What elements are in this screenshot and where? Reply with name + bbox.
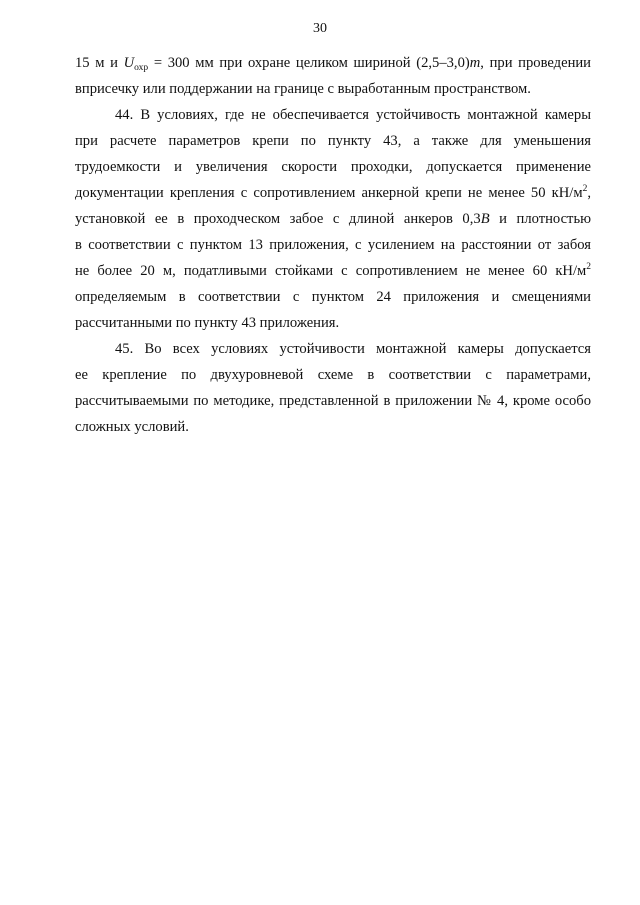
text-fragment: документации крепления с сопротивлением анкерной крепи не менее 50 кН/м xyxy=(75,185,583,201)
text-fragment: вприсечку или поддержании на границе с выработанным пространством. xyxy=(75,81,531,97)
text-fragment: 15 м и xyxy=(75,55,124,71)
text-fragment: 44. В условиях, где не обеспечивается устойчивость монтажной камеры xyxy=(115,107,591,123)
page-number: 30 xyxy=(313,21,327,36)
text-line xyxy=(75,258,591,284)
text-fragment: при расчете параметров крепи по пункту 43, а также для уменьшения xyxy=(75,133,591,149)
paragraph-item-45 xyxy=(75,336,591,440)
paragraph-continuation xyxy=(75,50,591,102)
subscript-okhr: охр xyxy=(134,63,149,73)
text-line xyxy=(75,154,591,180)
superscript-2: 2 xyxy=(582,184,588,194)
text-line xyxy=(75,128,591,154)
text-fragment: рассчитанными по пункту 43 приложения. xyxy=(75,315,340,331)
text-line xyxy=(75,76,591,102)
variable-b: B xyxy=(480,211,490,227)
text-fragment: , xyxy=(587,185,591,201)
text-fragment: рассчитываемыми по методике, представленной в приложении № 4, кроме особо xyxy=(75,393,591,409)
variable-u: U xyxy=(123,55,135,71)
text-line xyxy=(75,362,591,388)
text-fragment: сложных условий. xyxy=(75,419,189,435)
text-fragment: ее крепление по двухуровневой схеме в соответствии с параметрами, xyxy=(75,367,591,383)
variable-m: m xyxy=(469,55,481,71)
text-line xyxy=(75,284,591,310)
text-line xyxy=(75,310,591,336)
text-line xyxy=(75,388,591,414)
text-line xyxy=(75,102,591,128)
text-line xyxy=(75,206,591,232)
text-line xyxy=(75,180,591,206)
text-fragment: 45. Во всех условиях устойчивости монтажной камеры допускается xyxy=(115,341,591,357)
paragraph-item-44 xyxy=(75,102,591,336)
text-fragment: в соответствии с пунктом 13 приложения, с усилением на расстоянии от забоя xyxy=(75,237,591,253)
text-line xyxy=(75,232,591,258)
text-fragment: определяемым в соответствии с пунктом 24 приложения и смещениями xyxy=(75,289,591,305)
text-fragment: не более 20 м, податливыми стойками с сопротивлением не менее 60 кН/м xyxy=(75,263,587,279)
text-line xyxy=(75,414,591,440)
text-line xyxy=(75,50,591,76)
text-fragment: и плотностью xyxy=(489,211,591,227)
superscript-2: 2 xyxy=(586,262,591,272)
text-fragment: установкой ее в проходческом забое с длиной анкеров 0,3 xyxy=(75,211,481,227)
text-fragment: трудоемкости и увеличения скорости проходки, допускается применение xyxy=(75,159,591,175)
text-line xyxy=(75,336,591,362)
text-fragment: = 300 мм при охране целиком шириной (2,5–3,0) xyxy=(148,55,470,71)
text-fragment: , при проведении xyxy=(480,55,591,71)
